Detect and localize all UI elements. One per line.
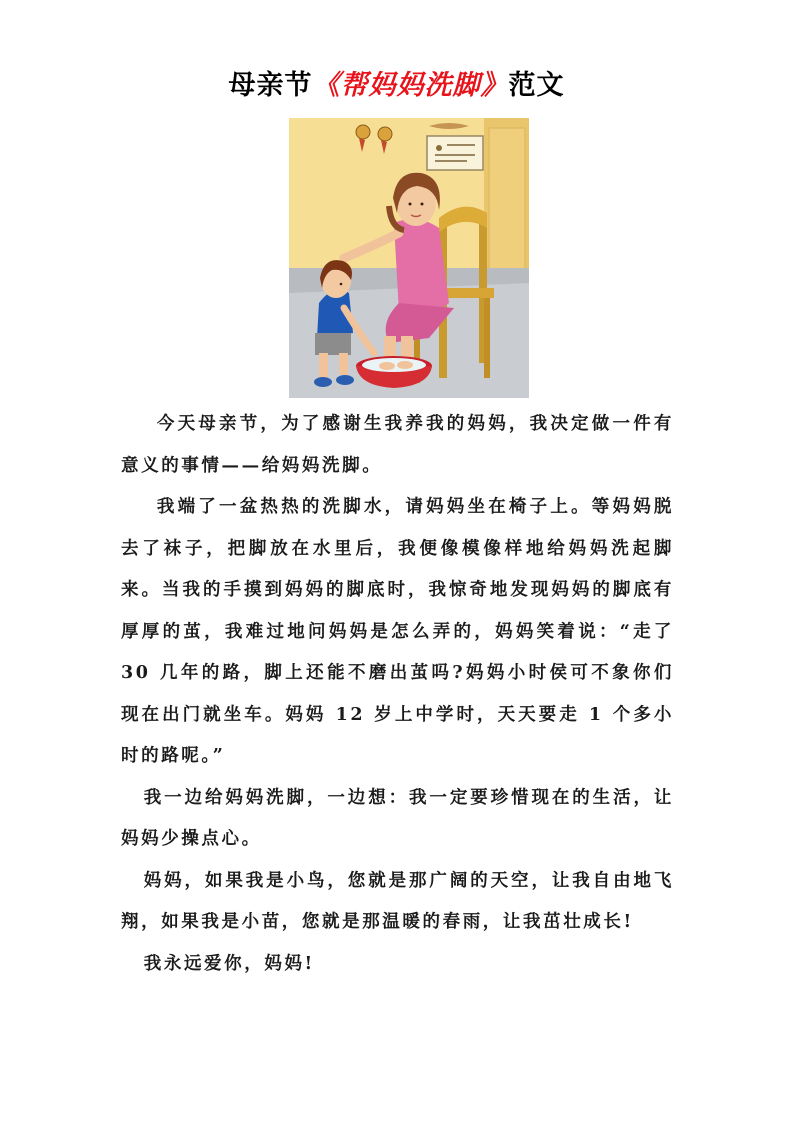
title-part-3: 范文 — [508, 70, 565, 101]
paragraph: 妈妈，如果我是小鸟，您就是那广阔的天空，让我自由地飞翔，如果我是小苗，您就是那温暖的春雨，让我茁壮成长! — [121, 870, 674, 932]
title-part-1: 母亲节 — [228, 70, 313, 101]
paragraph: 今天母亲节，为了感谢生我养我的妈妈，我决定做一件有意义的事情——给妈妈洗脚。 — [121, 414, 674, 476]
essay-body — [121, 404, 674, 985]
document-title — [0, 66, 793, 106]
title-part-2: 《帮妈妈洗脚》 — [312, 70, 509, 101]
paragraph: 我一边给妈妈洗脚，一边想：我一定要珍惜现在的生活，让妈妈少操点心。 — [121, 787, 674, 849]
mother-and-child-footwash-illustration — [289, 118, 529, 398]
paragraph: 我端了一盆热热的洗脚水，请妈妈坐在椅子上。等妈妈脱去了袜子，把脚放在水里后，我便像模像样地给妈妈洗起脚来。当我的手摸到妈妈的脚底时，我惊奇地发现妈妈的脚底有厚厚的茧，我难过地问妈妈是怎么弄的，妈妈笑着说：“走了 30 几年的路，脚上还能不磨出茧吗?妈妈小时侯可不象你们现在出门就坐车。妈妈 12 岁上中学时，天天要走 1 个多小时的路呢。” — [121, 497, 674, 766]
paragraph: 我永远爱你，妈妈! — [143, 953, 315, 974]
